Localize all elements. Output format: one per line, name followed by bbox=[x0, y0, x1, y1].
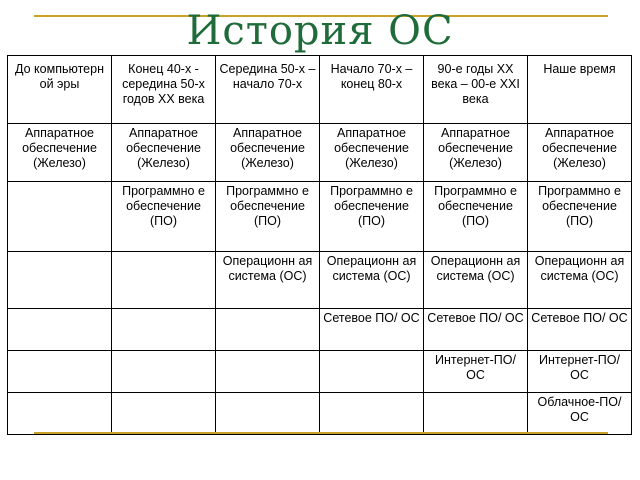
table-cell bbox=[216, 392, 320, 434]
table-row bbox=[8, 182, 632, 252]
table-cell bbox=[8, 350, 112, 392]
table-cell: Аппаратное обеспечение (Железо) bbox=[112, 124, 216, 182]
table-cell: Аппаратное обеспечение (Железо) bbox=[216, 124, 320, 182]
table-cell bbox=[112, 350, 216, 392]
table-cell bbox=[8, 252, 112, 308]
table-cell: Интернет-ПО/ОС bbox=[528, 350, 632, 392]
table-cell bbox=[320, 392, 424, 434]
period-header: Конец 40-х - середина 50-х годов XX века bbox=[112, 56, 216, 124]
table-cell: Аппаратное обеспечение (Железо) bbox=[424, 124, 528, 182]
period-header: Середина 50-х – начало 70-х bbox=[216, 56, 320, 124]
table-cell: Программно е обеспечение (ПО) bbox=[216, 182, 320, 252]
table-row bbox=[8, 124, 632, 182]
table-cell: Интернет-ПО/ОС bbox=[424, 350, 528, 392]
os-history-table bbox=[7, 55, 632, 435]
table-cell bbox=[8, 392, 112, 434]
table-cell: Сетевое ПО/ ОС bbox=[320, 308, 424, 350]
table-row bbox=[8, 252, 632, 308]
table-cell: Программно е обеспечение (ПО) bbox=[424, 182, 528, 252]
table-row bbox=[8, 350, 632, 392]
bottom-decorative-line bbox=[34, 432, 608, 434]
table-cell: Операционн ая система (ОС) bbox=[320, 252, 424, 308]
period-header: До компьютерн ой эры bbox=[8, 56, 112, 124]
table-cell bbox=[112, 392, 216, 434]
table-cell: Облачное-ПО/ОС bbox=[528, 392, 632, 434]
table-cell: Аппаратное обеспечение (Железо) bbox=[528, 124, 632, 182]
period-header: 90-е годы XX века – 00-е XXI века bbox=[424, 56, 528, 124]
table-cell: Программно е обеспечение (ПО) bbox=[320, 182, 424, 252]
table-cell: Операционн ая система (ОС) bbox=[216, 252, 320, 308]
table-cell: Операционн ая система (ОС) bbox=[424, 252, 528, 308]
table-cell: Операционн ая система (ОС) bbox=[528, 252, 632, 308]
table-cell: Сетевое ПО/ ОС bbox=[528, 308, 632, 350]
table-cell: Сетевое ПО/ ОС bbox=[424, 308, 528, 350]
slide-title: История ОС bbox=[186, 8, 454, 54]
table-cell bbox=[8, 308, 112, 350]
header-row bbox=[8, 56, 632, 124]
table-cell bbox=[8, 182, 112, 252]
table-cell: Программно е обеспечение (ПО) bbox=[112, 182, 216, 252]
table-cell bbox=[424, 392, 528, 434]
table-cell bbox=[112, 308, 216, 350]
period-header: Начало 70-х – конец 80-х bbox=[320, 56, 424, 124]
table-cell bbox=[112, 252, 216, 308]
table-cell: Аппаратное обеспечение (Железо) bbox=[8, 124, 112, 182]
table-row bbox=[8, 308, 632, 350]
table-row bbox=[8, 392, 632, 434]
table-cell bbox=[320, 350, 424, 392]
table-cell: Программно е обеспечение (ПО) bbox=[528, 182, 632, 252]
table-cell bbox=[216, 308, 320, 350]
period-header: Наше время bbox=[528, 56, 632, 124]
table-cell bbox=[216, 350, 320, 392]
table-cell: Аппаратное обеспечение (Железо) bbox=[320, 124, 424, 182]
